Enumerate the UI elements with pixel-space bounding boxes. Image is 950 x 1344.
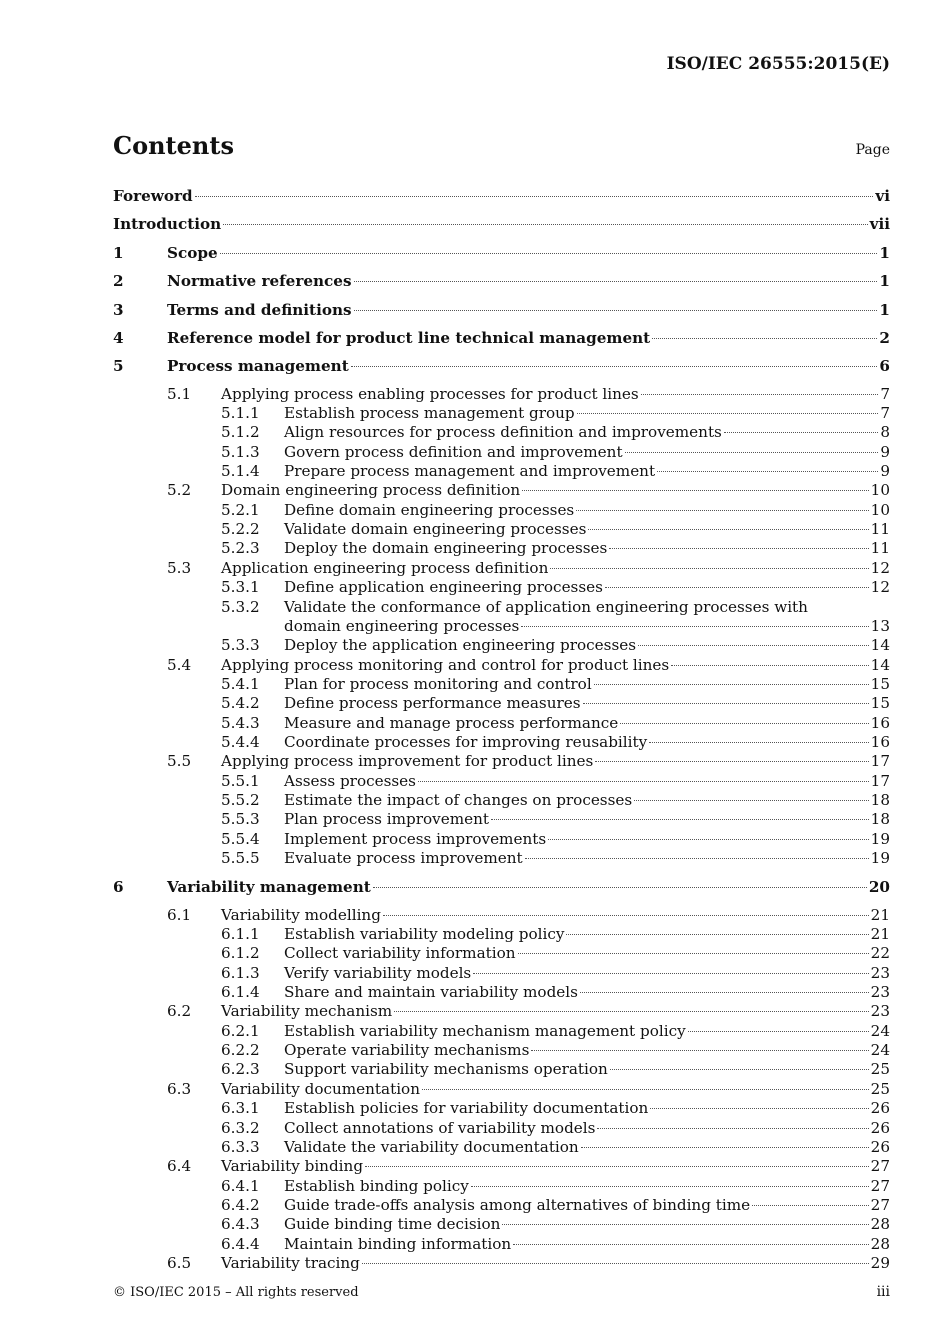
toc-entry-number: 5.2.2 bbox=[221, 520, 260, 539]
toc-entry-page: 13 bbox=[870, 616, 890, 635]
toc-entry-title: Variability mechanism bbox=[221, 1002, 393, 1021]
toc-entry-page: 1 bbox=[879, 300, 890, 319]
toc-entry-page: 19 bbox=[870, 848, 890, 867]
toc-entry-page: 29 bbox=[870, 1253, 890, 1272]
toc-entry-title: Measure and manage process performance bbox=[284, 713, 619, 732]
toc-entry-number: 5.3.2 bbox=[221, 597, 260, 616]
toc-entry-page: 11 bbox=[870, 539, 890, 558]
toc-entry-title: Establish process management group bbox=[284, 404, 575, 423]
toc-entry[interactable] bbox=[113, 925, 890, 944]
toc-entry-number: 5.4.2 bbox=[221, 694, 260, 713]
toc-entry-page: 1 bbox=[879, 243, 890, 262]
toc-entry[interactable] bbox=[113, 849, 890, 868]
dot-leader bbox=[652, 337, 877, 339]
toc-entry-number: 5.5.3 bbox=[221, 810, 260, 829]
toc-entry-page: vi bbox=[875, 187, 890, 205]
toc-entry-title: Variability binding bbox=[221, 1157, 364, 1176]
toc-entry-title: Variability tracing bbox=[221, 1253, 360, 1272]
toc-entry-page: 21 bbox=[870, 925, 890, 944]
dot-leader bbox=[502, 1223, 868, 1225]
toc-entry[interactable] bbox=[113, 271, 890, 299]
toc-entry-page: 27 bbox=[870, 1157, 890, 1176]
dot-leader bbox=[351, 365, 878, 367]
toc-entry-title: Validate the variability documentation bbox=[284, 1137, 579, 1156]
toc-entry-number: 5.4.4 bbox=[221, 732, 260, 751]
toc-entry-number: 6.4.4 bbox=[221, 1234, 260, 1253]
toc-entry-number: 5.2 bbox=[167, 481, 192, 500]
toc-entry-number: 6.3.1 bbox=[221, 1099, 260, 1118]
toc-entry-number: 6.5 bbox=[167, 1253, 192, 1272]
dot-leader bbox=[548, 838, 869, 840]
dot-leader bbox=[594, 683, 869, 685]
toc-entry-title: Share and maintain variability models bbox=[284, 983, 578, 1002]
toc-entry[interactable] bbox=[113, 1041, 890, 1060]
toc-entry-number: 6.4 bbox=[167, 1157, 192, 1176]
toc-entry[interactable] bbox=[113, 1138, 890, 1157]
toc-entry-title: Define process performance measures bbox=[284, 694, 581, 713]
toc-entry-page: 7 bbox=[880, 404, 890, 423]
dot-leader bbox=[609, 547, 868, 549]
toc-entry-number: 6.1.1 bbox=[221, 925, 260, 944]
toc-entry-number: 6.1.3 bbox=[221, 963, 260, 982]
toc-entry-title: Domain engineering process definition bbox=[221, 481, 521, 500]
toc-entry-page: 11 bbox=[870, 520, 890, 539]
toc-entry[interactable] bbox=[113, 1235, 890, 1254]
toc-entry-number: 6.4.2 bbox=[221, 1195, 260, 1214]
toc-entry-number: 6.2.3 bbox=[221, 1060, 260, 1079]
toc-entry[interactable] bbox=[113, 694, 890, 713]
toc-entry-page: vii bbox=[869, 215, 890, 234]
toc-entry-title: Validate domain engineering processes bbox=[284, 520, 587, 539]
toc-entry[interactable] bbox=[113, 1080, 890, 1099]
dot-leader bbox=[583, 702, 869, 704]
dot-leader bbox=[625, 451, 879, 453]
page-number: iii bbox=[876, 1284, 890, 1300]
page-column-label: Page bbox=[855, 142, 890, 158]
toc-entry-page: 12 bbox=[870, 558, 890, 577]
toc-entry[interactable] bbox=[113, 243, 890, 271]
dot-leader bbox=[576, 509, 868, 511]
toc-entry-title: Deploy the application engineering processes bbox=[284, 636, 637, 655]
toc-entry[interactable] bbox=[113, 520, 890, 539]
page-title: Contents bbox=[113, 131, 234, 160]
toc-entry[interactable] bbox=[113, 328, 890, 356]
dot-leader bbox=[525, 857, 869, 859]
toc-entry-number: 5.1 bbox=[167, 384, 192, 403]
toc-entry-page: 24 bbox=[870, 1021, 890, 1040]
toc-entry[interactable] bbox=[113, 983, 890, 1002]
toc-entry[interactable] bbox=[113, 810, 890, 829]
toc-entry-title: Variability management bbox=[167, 878, 371, 897]
toc-entry[interactable] bbox=[113, 462, 890, 481]
dot-leader bbox=[373, 886, 867, 888]
toc-entry-page: 25 bbox=[870, 1079, 890, 1098]
toc-entry-title: Assess processes bbox=[284, 771, 416, 790]
toc-entry[interactable] bbox=[113, 944, 890, 963]
toc-entry[interactable] bbox=[113, 1177, 890, 1196]
toc-entry-title: Applying process monitoring and control for product lines bbox=[221, 655, 670, 674]
dot-leader bbox=[362, 1262, 869, 1264]
toc-entry-page: 15 bbox=[870, 694, 890, 713]
toc-entry[interactable] bbox=[113, 423, 890, 442]
toc-entry[interactable] bbox=[113, 752, 890, 771]
toc-entry-page: 2 bbox=[879, 328, 890, 347]
toc-entry-page: 23 bbox=[870, 1002, 890, 1021]
toc-entry-page: 21 bbox=[870, 905, 890, 924]
toc-entry-title: Maintain binding information bbox=[284, 1234, 512, 1253]
toc-entry[interactable] bbox=[113, 675, 890, 694]
dot-leader bbox=[724, 431, 878, 433]
toc-entry[interactable] bbox=[113, 1254, 890, 1273]
dot-leader bbox=[580, 991, 869, 993]
toc-entry-title: Evaluate process improvement bbox=[284, 848, 523, 867]
toc-entry-page: 12 bbox=[870, 578, 890, 597]
toc-entry-title: Applying process improvement for product lines bbox=[221, 752, 594, 771]
toc-entry-page: 6 bbox=[879, 357, 890, 376]
toc-entry-title: Guide binding time decision bbox=[284, 1215, 501, 1234]
toc-entry-number: 5.5.4 bbox=[221, 829, 260, 848]
toc-entry-title: Operate variability mechanisms bbox=[284, 1041, 530, 1060]
toc-entry[interactable] bbox=[113, 733, 890, 752]
dot-leader bbox=[521, 625, 868, 627]
toc-entry-page: 23 bbox=[870, 963, 890, 982]
dot-leader bbox=[588, 528, 868, 530]
toc-entry-title: Applying process enabling processes for product lines bbox=[221, 384, 639, 403]
toc-entry-number: 5.2.3 bbox=[221, 539, 260, 558]
dot-leader bbox=[634, 799, 868, 801]
dot-leader bbox=[650, 1107, 868, 1109]
toc-entry[interactable] bbox=[113, 481, 890, 500]
dot-leader bbox=[620, 722, 868, 724]
copyright-notice: © ISO/IEC 2015 – All rights reserved bbox=[113, 1285, 359, 1300]
dot-leader bbox=[522, 489, 868, 491]
dot-leader bbox=[595, 760, 868, 762]
toc-entry-page: 28 bbox=[870, 1215, 890, 1234]
dot-leader bbox=[365, 1165, 869, 1167]
toc-entry-page: 15 bbox=[870, 674, 890, 693]
toc-entry-title: Validate the conformance of application engineering processes with bbox=[284, 597, 808, 616]
dot-leader bbox=[491, 818, 869, 820]
toc-entry-number: 5.3.1 bbox=[221, 578, 260, 597]
dot-leader bbox=[649, 741, 868, 743]
toc-entry-page: 10 bbox=[870, 481, 890, 500]
dot-leader bbox=[471, 1185, 869, 1187]
dot-leader bbox=[223, 223, 867, 225]
toc-entry-number: 5.5.5 bbox=[221, 848, 260, 867]
toc-entry-title: Implement process improvements bbox=[284, 829, 547, 848]
dot-leader bbox=[473, 972, 868, 974]
toc-entry-title: Establish variability mechanism management policy bbox=[284, 1021, 686, 1040]
toc-entry[interactable] bbox=[113, 598, 890, 637]
toc-entry-page: 26 bbox=[870, 1118, 890, 1137]
toc-entry-page: 16 bbox=[870, 732, 890, 751]
dot-leader bbox=[597, 1127, 868, 1129]
toc-entry[interactable] bbox=[113, 830, 890, 849]
toc-entry[interactable] bbox=[113, 906, 890, 925]
toc-entry[interactable] bbox=[113, 964, 890, 983]
toc-entry[interactable] bbox=[113, 772, 890, 791]
dot-leader bbox=[354, 280, 878, 282]
toc-entry-number: 6.1.4 bbox=[221, 983, 260, 1002]
toc-entry-page: 9 bbox=[880, 462, 890, 481]
toc-entry-number: 5.4.3 bbox=[221, 713, 260, 732]
toc-entry-number: 6.1 bbox=[167, 905, 192, 924]
toc-entry-page: 14 bbox=[870, 655, 890, 674]
toc-entry[interactable] bbox=[113, 1099, 890, 1118]
toc-entry-page: 24 bbox=[870, 1041, 890, 1060]
toc-entry-page: 9 bbox=[880, 442, 890, 461]
toc-entry[interactable] bbox=[113, 714, 890, 733]
toc-entry-page: 17 bbox=[870, 771, 890, 790]
toc-entry-title: Estimate the impact of changes on processes bbox=[284, 790, 633, 809]
toc-entry-number: 5.3 bbox=[167, 558, 192, 577]
toc-entry-title: Collect annotations of variability models bbox=[284, 1118, 596, 1137]
toc-entry-title: Deploy the domain engineering processes bbox=[284, 539, 608, 558]
dot-leader bbox=[581, 1146, 869, 1148]
toc-entry-title: Prepare process management and improvement bbox=[284, 462, 656, 481]
dot-leader bbox=[394, 1010, 869, 1012]
toc-entry-title: Verify variability models bbox=[284, 963, 472, 982]
toc-entry-number: 5.2.1 bbox=[221, 500, 260, 519]
toc-entry-page: 22 bbox=[870, 944, 890, 963]
toc-entry-title: Application engineering process definition bbox=[221, 558, 549, 577]
toc-entry-number: 5.1.4 bbox=[221, 462, 260, 481]
toc-entry-number: 6.3.2 bbox=[221, 1118, 260, 1137]
toc-entry-page: 19 bbox=[870, 829, 890, 848]
toc-entry-title: Foreword bbox=[113, 187, 193, 205]
toc-entry-number: 2 bbox=[113, 272, 124, 291]
toc-entry-page: 10 bbox=[870, 500, 890, 519]
toc-entry[interactable] bbox=[113, 443, 890, 462]
toc-entry[interactable] bbox=[113, 1022, 890, 1041]
document-code: ISO/IEC 26555:2015(E) bbox=[666, 54, 890, 74]
toc-entry-number: 5 bbox=[113, 357, 124, 376]
toc-entry[interactable] bbox=[113, 385, 890, 404]
toc-entry-number: 5.5.1 bbox=[221, 771, 260, 790]
toc-entry[interactable] bbox=[113, 1060, 890, 1079]
toc-entry[interactable] bbox=[113, 578, 890, 597]
toc-entry[interactable] bbox=[113, 356, 890, 384]
toc-entry[interactable] bbox=[113, 1157, 890, 1176]
toc-entry-title: Establish policies for variability documentation bbox=[284, 1099, 649, 1118]
toc-entry-title: Variability modelling bbox=[221, 905, 381, 924]
toc-entry-title-continued: domain engineering processes bbox=[284, 616, 520, 635]
toc-entry-title: Establish binding policy bbox=[284, 1176, 469, 1195]
dot-leader bbox=[531, 1049, 868, 1051]
toc-entry-page: 26 bbox=[870, 1099, 890, 1118]
toc-entry[interactable] bbox=[113, 1119, 890, 1138]
toc-entry-page: 14 bbox=[870, 636, 890, 655]
toc-entry-page: 7 bbox=[880, 384, 890, 403]
toc-entry-number: 5.3.3 bbox=[221, 636, 260, 655]
toc-entry-page: 28 bbox=[870, 1234, 890, 1253]
table-of-contents bbox=[113, 186, 890, 1273]
toc-entry-number: 6.2 bbox=[167, 1002, 192, 1021]
toc-entry-number: 3 bbox=[113, 300, 124, 319]
toc-entry-number: 4 bbox=[113, 328, 124, 347]
dot-leader bbox=[220, 252, 878, 254]
toc-entry[interactable] bbox=[113, 791, 890, 810]
toc-entry-number: 5.1.3 bbox=[221, 442, 260, 461]
toc-entry-number: 6 bbox=[113, 878, 124, 897]
toc-entry[interactable] bbox=[113, 404, 890, 423]
dot-leader bbox=[610, 1068, 869, 1070]
dot-leader bbox=[383, 914, 869, 916]
toc-entry-page: 27 bbox=[870, 1176, 890, 1195]
dot-leader bbox=[752, 1204, 869, 1206]
toc-entry-number: 5.4.1 bbox=[221, 674, 260, 693]
toc-entry-page: 25 bbox=[870, 1060, 890, 1079]
toc-entry[interactable] bbox=[113, 300, 890, 328]
dot-leader bbox=[577, 412, 879, 414]
toc-entry-page: 26 bbox=[870, 1137, 890, 1156]
toc-entry-title: Align resources for process definition and improvements bbox=[284, 423, 722, 442]
dot-leader bbox=[638, 644, 869, 646]
dot-leader bbox=[671, 664, 869, 666]
toc-entry-title: Define application engineering processes bbox=[284, 578, 603, 597]
toc-entry-number: 5.4 bbox=[167, 655, 192, 674]
toc-entry[interactable] bbox=[113, 636, 890, 655]
toc-entry-number: 5.5.2 bbox=[221, 790, 260, 809]
toc-entry-number: 6.2.1 bbox=[221, 1021, 260, 1040]
toc-entry-page: 27 bbox=[870, 1195, 890, 1214]
toc-entry[interactable] bbox=[113, 559, 890, 578]
toc-entry[interactable] bbox=[113, 1002, 890, 1021]
toc-entry[interactable] bbox=[113, 186, 890, 214]
toc-entry-title: Introduction bbox=[113, 215, 222, 234]
dot-leader bbox=[422, 1088, 869, 1090]
toc-entry-title: Normative references bbox=[167, 272, 352, 291]
toc-entry-title: Guide trade-offs analysis among alternatives of binding time bbox=[284, 1195, 751, 1214]
toc-entry-page: 18 bbox=[870, 790, 890, 809]
toc-entry[interactable] bbox=[113, 1215, 890, 1234]
toc-entry[interactable] bbox=[113, 1196, 890, 1215]
toc-entry-title: Define domain engineering processes bbox=[284, 500, 575, 519]
toc-entry-number: 6.3.3 bbox=[221, 1137, 260, 1156]
dot-leader bbox=[518, 952, 869, 954]
toc-entry-title: Variability documentation bbox=[221, 1079, 420, 1098]
toc-entry-title: Coordinate processes for improving reusability bbox=[284, 732, 648, 751]
toc-entry-title: Support variability mechanisms operation bbox=[284, 1060, 608, 1079]
toc-entry-title: Scope bbox=[167, 243, 218, 262]
toc-entry-title: Plan process improvement bbox=[284, 810, 490, 829]
toc-entry-number: 5.5 bbox=[167, 752, 192, 771]
dot-leader bbox=[550, 567, 868, 569]
dot-leader bbox=[605, 586, 869, 588]
toc-entry[interactable] bbox=[113, 877, 890, 905]
dot-leader bbox=[513, 1243, 869, 1245]
toc-entry[interactable] bbox=[113, 501, 890, 520]
toc-entry-page: 16 bbox=[870, 713, 890, 732]
toc-entry-number: 1 bbox=[113, 243, 124, 262]
toc-entry-number: 6.2.2 bbox=[221, 1041, 260, 1060]
toc-entry-title: Process management bbox=[167, 357, 349, 376]
toc-entry-page: 8 bbox=[880, 423, 890, 442]
toc-entry-page: 20 bbox=[868, 878, 890, 897]
toc-entry-page: 18 bbox=[870, 810, 890, 829]
toc-entry-number: 6.3 bbox=[167, 1079, 192, 1098]
dot-leader bbox=[657, 470, 878, 472]
toc-entry-number: 5.1.2 bbox=[221, 423, 260, 442]
toc-entry-title: Collect variability information bbox=[284, 944, 516, 963]
dot-leader bbox=[688, 1030, 869, 1032]
toc-entry-title: Establish variability modeling policy bbox=[284, 925, 565, 944]
dot-leader bbox=[641, 393, 879, 395]
dot-leader bbox=[418, 780, 869, 782]
toc-entry-number: 5.1.1 bbox=[221, 404, 260, 423]
toc-entry-title: Plan for process monitoring and control bbox=[284, 674, 592, 693]
toc-entry-page: 23 bbox=[870, 983, 890, 1002]
toc-entry-page: 17 bbox=[870, 752, 890, 771]
dot-leader bbox=[354, 309, 878, 311]
toc-entry[interactable] bbox=[113, 656, 890, 675]
toc-entry-number: 6.4.1 bbox=[221, 1176, 260, 1195]
dot-leader bbox=[566, 933, 868, 935]
toc-entry[interactable] bbox=[113, 214, 890, 242]
dot-leader bbox=[195, 195, 874, 197]
toc-entry-title: Govern process definition and improvement bbox=[284, 442, 623, 461]
toc-entry-title: Terms and definitions bbox=[167, 300, 352, 319]
toc-entry-page: 1 bbox=[879, 272, 890, 291]
toc-entry[interactable] bbox=[113, 539, 890, 558]
toc-entry-number: 6.4.3 bbox=[221, 1215, 260, 1234]
toc-entry-number: 6.1.2 bbox=[221, 944, 260, 963]
toc-entry-title: Reference model for product line technical management bbox=[167, 328, 651, 347]
